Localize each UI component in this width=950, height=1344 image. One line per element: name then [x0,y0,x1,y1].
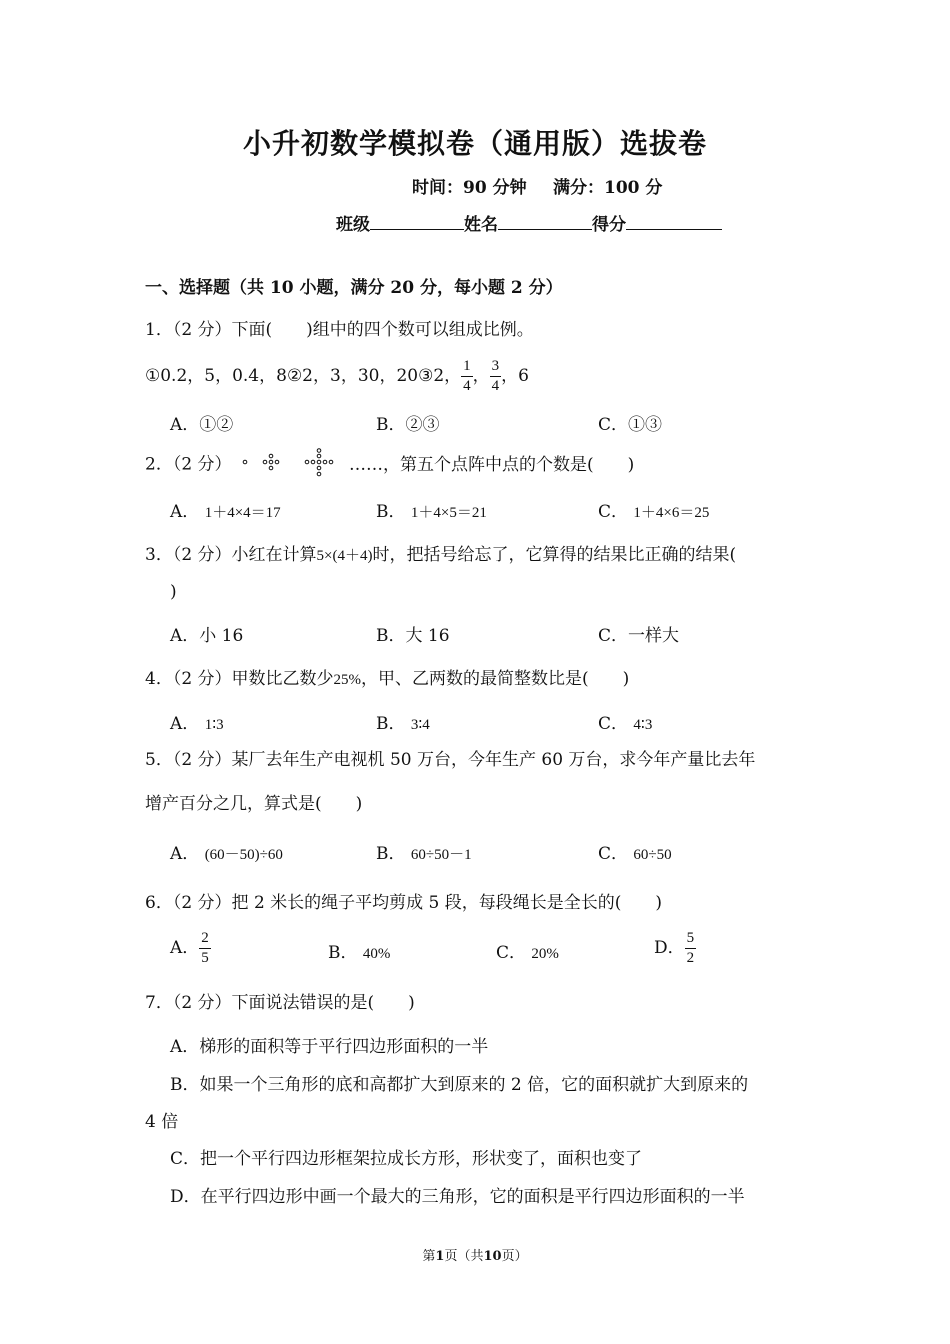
q1-fraction-1: $\frac{1}{4}$ [463,358,471,394]
q1-fraction-2: $\frac{3}{4}$ [491,358,500,394]
exam-time: 时间：90 分钟 [412,178,527,198]
question-1-stem: 1．（2 分）下面( )组中的四个数可以组成比例。 [145,320,534,340]
q4-option-b[interactable]: B． 3∶4 [376,714,430,734]
q1-option-a[interactable]: A．①② [170,415,234,435]
question-6-stem: 6．（2 分）把 2 米长的绳子平均剪成 5 段，每段绳长是全长的( ) [145,893,663,913]
question-3-stem-end: ) [170,582,177,602]
q2-option-c[interactable]: C． 1＋4×6＝25 [598,502,710,522]
question-1-groups: ①0.2，5，0.4，8②2，3，30，20③2， $\frac{1}{4}$ ， $\frac{3}{4}$ ，6 [145,358,529,394]
name-blank[interactable] [498,211,592,230]
student-info-row [336,210,722,235]
q4-option-c[interactable]: C． 4∶3 [598,714,653,734]
question-2-stem: 2．（2 分） ……，第五个点阵中点的个数是( ) [145,448,634,482]
class-blank[interactable] [370,211,464,230]
q7-option-d[interactable]: D．在平行四边形中画一个最大的三角形，它的面积是平行四边形面积的一半 [170,1187,745,1207]
question-5-stem: 5．（2 分）某厂去年生产电视机 50 万台，今年生产 60 万台，求今年产量比去年 [145,750,756,770]
section-heading: 一、选择题（共 10 小题，满分 20 分，每小题 2 分） [145,278,563,298]
q5-option-b[interactable]: B． 60÷50－1 [376,844,472,864]
score-label: 得分 [592,215,626,235]
q7-option-b[interactable]: B．如果一个三角形的底和高都扩大到原来的 2 倍，它的面积就扩大到原来的 [170,1075,749,1095]
q6-option-a[interactable]: A． $\frac{2}{5}$ [170,930,209,966]
q4-option-a[interactable]: A． 1∶3 [170,714,224,734]
q5-option-a[interactable]: A． (60－50)÷60 [170,844,283,864]
q7-option-c[interactable]: C．把一个平行四边形框架拉成长方形，形状变了，面积也变了 [170,1149,643,1169]
q5-option-c[interactable]: C． 60÷50 [598,844,672,864]
q3-option-a[interactable]: A．小 16 [170,626,244,646]
q1-option-c[interactable]: C．①③ [598,415,663,435]
page-footer: 第1页（共10页） [422,1249,528,1264]
question-4-stem: 4．（2 分）甲数比乙数少25%，甲、乙两数的最简整数比是( ) [145,669,630,689]
q1-groups-text: ①0.2，5，0.4，8②2，3，30，20③2， [145,366,462,386]
question-5-stem-line2: 增产百分之几，算式是( ) [145,794,363,814]
question-3-stem: 3．（2 分）小红在计算5×(4＋4)时，把括号给忘了，它算得的结果比正确的结果( [145,545,737,565]
q2-option-b[interactable]: B． 1＋4×5＝21 [376,502,487,522]
q3-option-b[interactable]: B．大 16 [376,626,450,646]
q6-option-c[interactable]: C． 20% [496,943,559,963]
name-label: 姓名 [464,215,498,235]
q6-option-d[interactable]: D． $\frac{5}{2}$ [654,930,695,966]
q7-option-b-cont: 4 倍 [145,1112,179,1132]
q2-option-a[interactable]: A． 1＋4×4＝17 [170,502,281,522]
question-7-stem: 7．（2 分）下面说法错误的是( ) [145,993,415,1013]
q6-option-b[interactable]: B． 40% [328,943,391,963]
class-label: 班级 [336,215,370,235]
page-title: 小升初数学模拟卷（通用版）选拔卷 [242,127,707,160]
score-blank[interactable] [626,211,722,230]
q7-option-a[interactable]: A．梯形的面积等于平行四边形面积的一半 [170,1037,489,1057]
q3-option-c[interactable]: C．一样大 [598,626,680,646]
exam-full-score: 满分：100 分 [553,178,663,198]
q1-option-b[interactable]: B．②③ [376,415,440,435]
